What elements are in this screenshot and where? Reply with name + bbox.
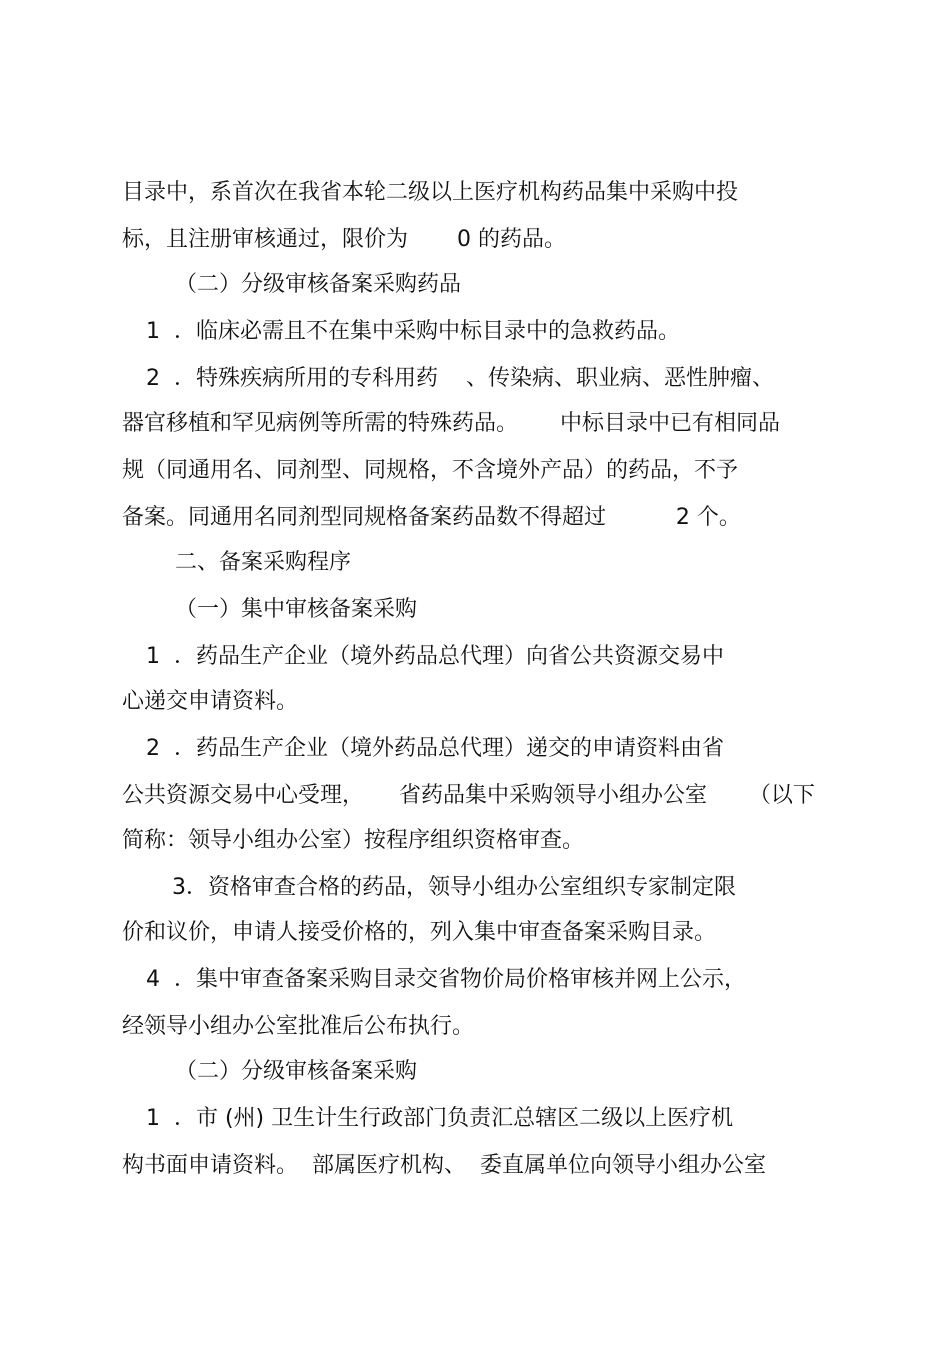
list-item: 2 ．特殊疾病所用的专科用药 、传染病、职业病、恶性肿瘤、 xyxy=(146,366,774,391)
section-heading: （一）集中审核备案采购 xyxy=(175,597,418,622)
text-line: 规（同通用名、同剂型、同规格，不含境外产品）的药品，不予 xyxy=(122,458,739,483)
section-heading: （二）分级审核备案采购 xyxy=(175,1059,418,1084)
section-heading: （二）分级审核备案采购药品 xyxy=(175,272,462,297)
list-item: 4 ．集中审查备案采购目录交省物价局价格审核并网上公示， xyxy=(146,967,746,992)
text-line: 备案。同通用名同剂型同规格备案药品数不得超过 2 个。 xyxy=(122,505,741,530)
list-item: 2 ．药品生产企业（境外药品总代理）递交的申请资料由省 xyxy=(146,736,724,761)
list-item: 3．资格审查合格的药品，领导小组办公室组织专家制定限 xyxy=(172,875,736,900)
text-line: 价和议价，申请人接受价格的，列入集中审查备案采购目录。 xyxy=(122,920,717,945)
text-line: 标，且注册审核通过，限价为 0 的药品。 xyxy=(122,227,566,252)
list-item: 1 ．市 (州) 卫生计生行政部门负责汇总辖区二级以上医疗机 xyxy=(146,1106,734,1131)
list-item: 1 ．临床必需且不在集中采购中标目录中的急救药品。 xyxy=(146,319,680,344)
text-line: 公共资源交易中心受理， 省药品集中采购领导小组办公室 （以下 xyxy=(122,783,815,808)
section-heading: 二、备案采购程序 xyxy=(175,550,352,575)
text-line: 器官移植和罕见病例等所需的特殊药品。 中标目录中已有相同品 xyxy=(122,411,780,436)
text-line: 目录中，系首次在我省本轮二级以上医疗机构药品集中采购中投 xyxy=(122,180,739,205)
text-line: 构书面申请资料。 部属医疗机构、 委直属单位向领导小组办公室 xyxy=(122,1153,766,1178)
text-line: 简称：领导小组办公室）按程序组织资格审查。 xyxy=(122,828,585,853)
list-item: 1 ．药品生产企业（境外药品总代理）向省公共资源交易中 xyxy=(146,644,724,669)
text-line: 心递交申请资料。 xyxy=(122,689,299,714)
text-line: 经领导小组办公室批准后公布执行。 xyxy=(122,1014,475,1039)
